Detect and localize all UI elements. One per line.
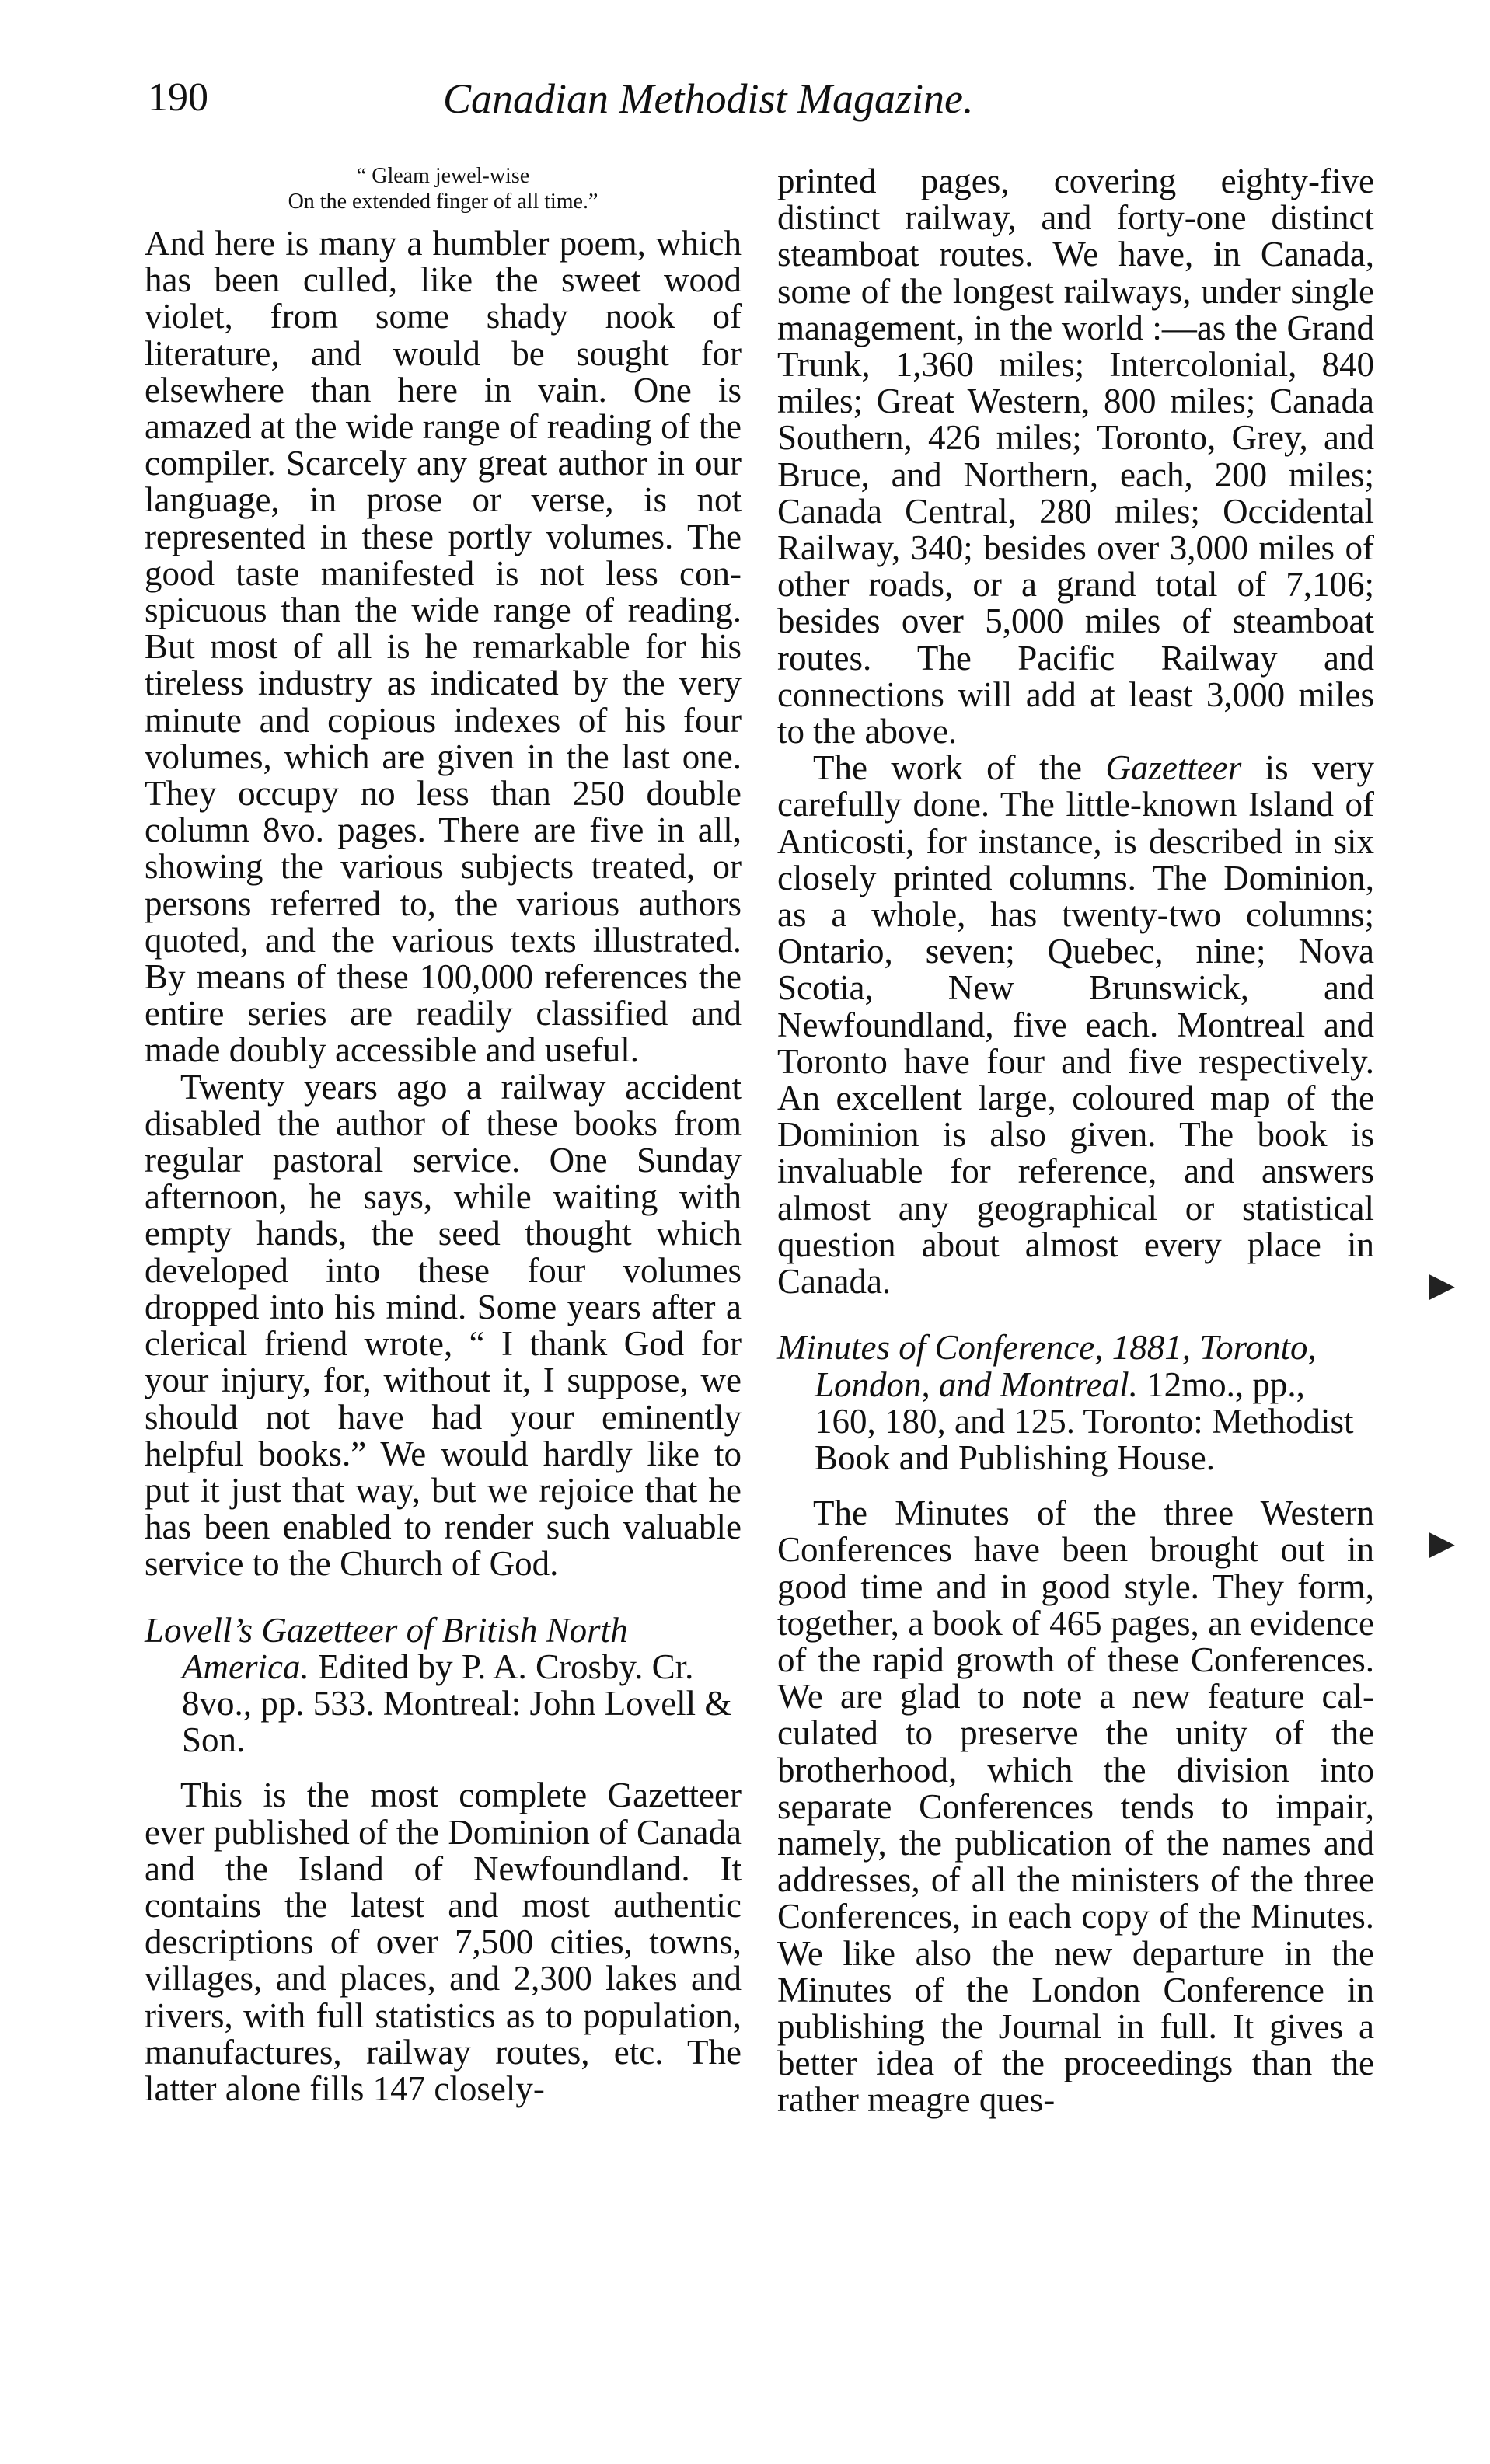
left-column xyxy=(145,163,742,2107)
book-title: Lovell’s Gazetteer of British North America. xyxy=(145,1610,628,1686)
margin-arrow-mark: ▶ xyxy=(1429,1265,1455,1305)
book-entry-gazetteer xyxy=(145,1612,742,1759)
paragraph-railway-accident: Twenty years ago a railway accident disabled the author of these books from regular pastoral service. One Sunday afternoon, he says, while waiting with empty hands, the seed thought which developed into these four volumes dropped into his mind. Some years after a clerical friend wrote, “ I thank God for your injury, for, without it, I suppose, we should not have had your eminently helpful books.” We would hardly like to put it just that way, but we rejoice that he has been enabled to render such valuable service to the Church of God. xyxy=(145,1067,742,1584)
book-details: Edited by P. A. Crosby. Cr. 8vo., pp. 533. Montreal: John Lovell & Son. xyxy=(182,1647,732,1760)
paragraph-minutes: The Minutes of the three Western Conferences have been brought out in good time and in good style. They form, together, a book of 465 pages, an evidence of the rapid growth of these Conferences. We are glad to note a new feature calculated to preserve the unity of the brotherhood, which the division into separate Conferences tends to impair, namely, the publication of the names and addresses, of all the ministers of the three Conferences, in each copy of the Minutes. We like also the new departure in the Minutes of the London Conference in publishing the Journal in full. It gives a better idea of the proceedings than the rather meagre ques- xyxy=(777,1493,1374,2120)
gazetteer-lead: The work of the xyxy=(813,748,1106,788)
paragraph-poems: And here is many a humbler poem, which has been culled, like the sweet wood violet, from some shady nook of literature, and would be sought for elsewhere than here in vain. One is amazed at the wide range of reading of the compiler. Scarcely any great author in our language, in prose or verse, is not represented in these portly volumes. The good taste manifested is not less conspicuous than the wide range of reading. But most of all is he remarkable for his tireless industry as indicated by the very minute and copious indexes of his four volumes, which are given in the last one. They occupy no less than 250 double column 8vo. pages. There are five in all, showing the various subjects treated, or persons referred to, the various authors quoted, and the various texts illustrated. By means of these 100,000 references the entire series are readily classified and made doubly accessible and useful. xyxy=(145,224,742,1070)
page-header xyxy=(148,75,1360,137)
book-details: 12mo., pp., 160, 180, and 125. Toronto: Methodist Book and Publishing House. xyxy=(815,1364,1354,1477)
book-title: Minutes of Conference, 1881, Toronto, London, and Montreal. xyxy=(777,1328,1317,1404)
paragraph-gazetteer-work xyxy=(777,750,1374,1300)
epigraph xyxy=(145,163,742,214)
running-title: Canadian Methodist Magazine. xyxy=(443,75,974,122)
margin-arrow-mark: ▶ xyxy=(1429,1523,1455,1563)
paragraph-gazetteer-intro: This is the most complete Gazetteer ever published of the Dominion of Canada and the Island of Newfoundland. It contains the latest and most authentic descriptions of over 7,500 cities, towns, villages, and places, and 2,300 lakes and rivers, with full statistics as to population, manufactures, railway routes, etc. The latter alone fills 147 closely- xyxy=(145,1776,742,2108)
gazetteer-italic: Gazetteer xyxy=(1105,748,1242,788)
right-column xyxy=(777,163,1374,2119)
book-entry-minutes xyxy=(777,1330,1374,1476)
gazetteer-rest: is very carefully done. The little-known Island of Anticosti, for instance, is described in six closely printed columns. The Dominion, as a whole, has twenty-two columns; Ontario, seven; Quebec, nine; Nova Scotia, New Brunswick, and Newfoundland, five each. Montreal and Toronto have four and five respectively. An excellent large, coloured map of the Dominion is also given. The book is invaluable for reference, and answers almost any geographical or statistical question about almost every place in Canada. xyxy=(777,748,1374,1302)
paragraph-railways: printed pages, covering eighty-five distinct railway, and forty-one distinct steamboat routes. We have, in Canada, some of the longest railways, under single management, in the world :—as the Grand Trunk, 1,360 miles; Intercolonial, 840 miles; Great Western, 800 miles; Canada Southern, 426 miles; Toronto, Grey, and Bruce, and Northern, each, 200 miles; Canada Central, 280 miles; Occidental Railway, 340; besides over 3,000 miles of other roads, or a grand total of 7,106; besides over 5,000 miles of steamboat routes. The Pacific Railway and connections will add at least 3,000 miles to the above. xyxy=(777,162,1374,751)
epigraph-line-1: “ Gleam jewel-wise xyxy=(356,164,530,188)
page-number: 190 xyxy=(148,75,208,120)
epigraph-line-2: On the extended finger of all time.” xyxy=(288,190,598,214)
